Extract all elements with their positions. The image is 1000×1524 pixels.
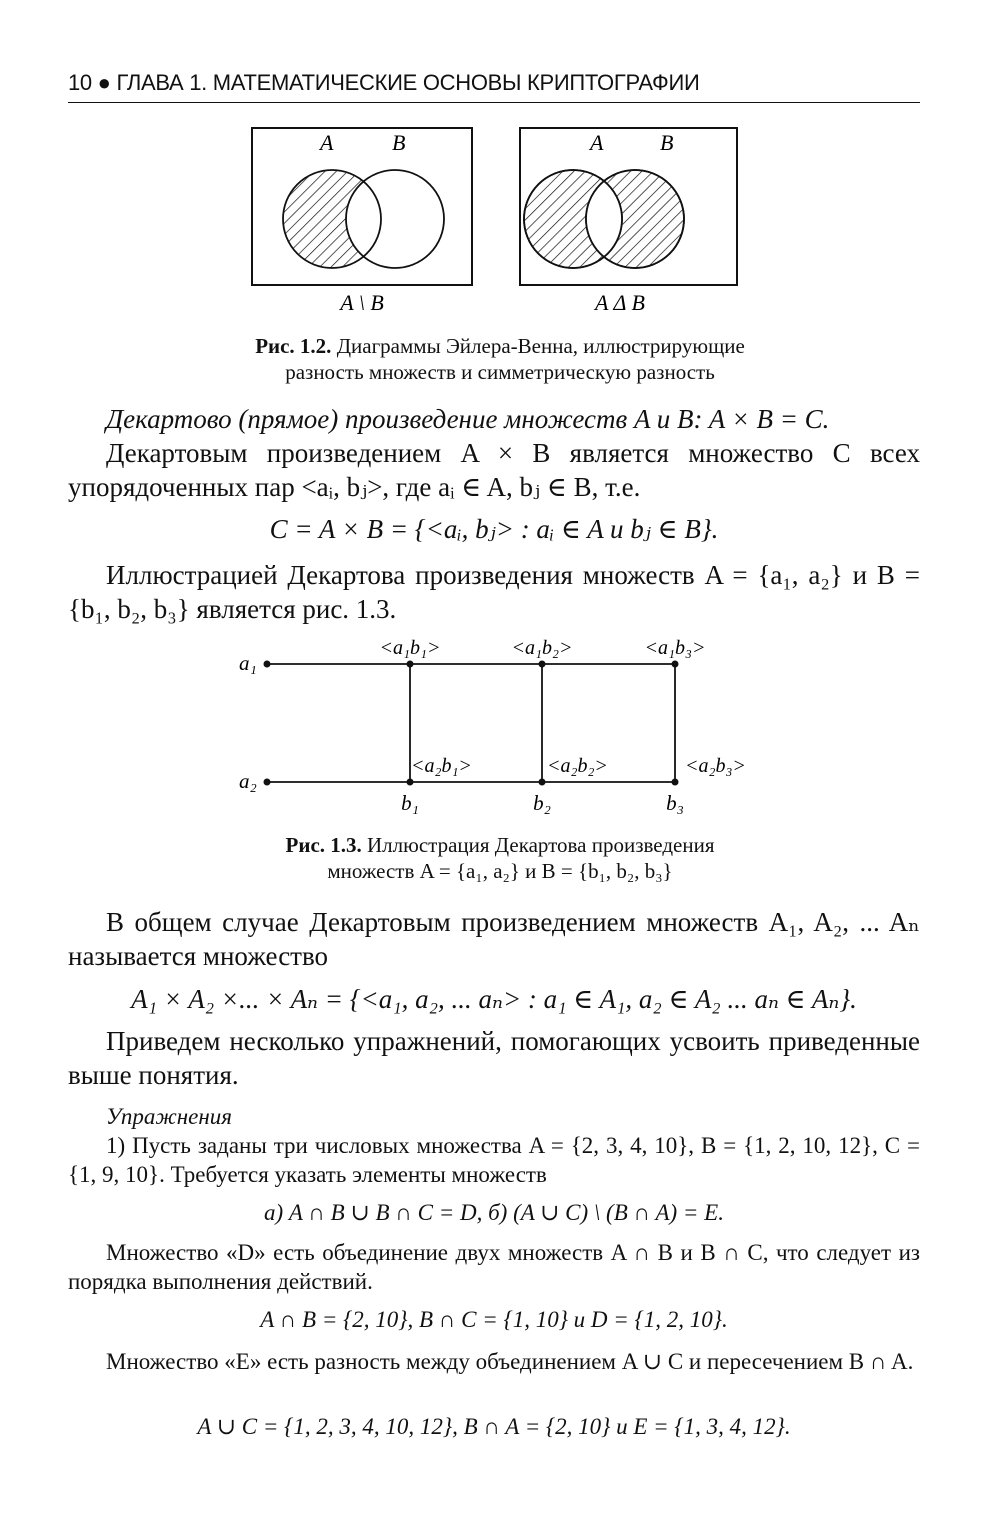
point-a1b3 [672, 661, 679, 668]
col-label-b3: b₃ [666, 791, 684, 815]
formula-general: A₁ × A₂ ×... × Aₙ = {<a₁, a₂, ... aₙ> : a₁ ∈ A₁, a₂ ∈ A₂ ... aₙ ∈ Aₙ}. [131, 984, 857, 1014]
paragraph-cartesian-explain: Декартовым произведением A × B является множество C всех упорядоченных пар <aᵢ, bⱼ>, где aᵢ ∈ A, bⱼ ∈ B, т.е. [68, 438, 920, 502]
formula-cartesian: C = A × B = {<aᵢ, bⱼ> : aᵢ ∈ A и bⱼ ∈ B}. [269, 514, 719, 544]
figure-1-2-caption-line1: Диаграммы Эйлера-Венна, иллюстрирующие [331, 334, 745, 358]
figure-1-2-caption-line2: разность множеств и симметрическую разность [285, 360, 715, 384]
paragraph-illustration: Иллюстрацией Декартова произведения множеств A = {a₁, a₂} и B = {b₁, b₂, b₃} является рис. 1.3. [68, 560, 920, 624]
point-a2b1 [407, 779, 414, 786]
venn-left-label-a: A [320, 130, 334, 155]
paragraph-general-case: В общем случае Декартовым произведением множеств A₁, A₂, ... Aₙ называется множество [68, 907, 920, 971]
venn-left-caption: A \ B [340, 290, 384, 315]
figure-1-3 [225, 630, 775, 820]
figure-1-2 [240, 120, 760, 320]
figure-1-3-caption-line1: Иллюстрация Декартова произведения [361, 833, 715, 857]
figure-1-3-caption [0, 832, 1000, 884]
set-d-explanation: Множество «D» есть объединение двух множеств A ∩ B и B ∩ C, что следует из порядка выполнения действий. [68, 1240, 920, 1294]
point-a1 [264, 661, 271, 668]
paragraph-cartesian-def: Декартово (прямое) произведение множеств A и B: A × B = C. [106, 404, 830, 434]
figure-1-3-number: Рис. 1.3. [285, 833, 362, 857]
point-a2 [264, 779, 271, 786]
point-a1b2 [539, 661, 546, 668]
exercises-title: Упражнения [106, 1104, 232, 1129]
header-rule [68, 102, 920, 103]
point-a2b3 [672, 779, 679, 786]
row-label-a2: a₂ [239, 769, 257, 793]
figure-1-2-caption [0, 333, 1000, 385]
venn-right-caption: A Δ B [595, 290, 645, 315]
paragraph-exercises-intro: Приведем несколько упражнений, помогающих усвоить приведенные выше понятия. [68, 1026, 920, 1090]
figure-1-3-caption-line2: множеств A = {a₁, a₂} и B = {b₁, b₂, b₃} [327, 859, 673, 883]
venn-right-label-b: B [660, 130, 674, 155]
point-a2b2 [539, 779, 546, 786]
row-label-a1: a₁ [239, 651, 257, 675]
exercise-1-formula: а) A ∩ B ∪ B ∩ C = D, б) (A ∪ C) \ (B ∩ A) = E. [264, 1200, 724, 1225]
pair-label-a1b1: <a₁b₁> [379, 637, 441, 659]
running-header: 10 ● ГЛАВА 1. МАТЕМАТИЧЕСКИЕ ОСНОВЫ КРИПТОГРАФИИ [68, 70, 700, 95]
set-d-formula: A ∩ B = {2, 10}, B ∩ C = {1, 10} и D = {1, 2, 10}. [260, 1307, 728, 1332]
exercise-1-text: 1) Пусть заданы три числовых множества A = {2, 3, 4, 10}, B = {1, 2, 10, 12}, C = {1, 9, 10}. Требуется указать элементы множеств [68, 1133, 920, 1187]
set-e-formula: A ∪ C = {1, 2, 3, 4, 10, 12}, B ∩ A = {2, 10} и E = {1, 3, 4, 12}. [197, 1414, 791, 1439]
set-e-explanation: Множество «E» есть разность между объединением A ∪ C и пересечением B ∩ A. [106, 1349, 914, 1374]
pair-label-a2b1: <a₂b₁> [411, 755, 472, 777]
pair-label-a2b2: <a₂b₂> [547, 755, 608, 777]
col-label-b1: b₁ [401, 791, 419, 815]
pair-label-a1b3: <a₁b₃> [644, 637, 706, 659]
figure-1-2-number: Рис. 1.2. [255, 334, 332, 358]
pair-label-a2b3: <a₂b₃> [685, 755, 746, 777]
venn-right-label-a: A [590, 130, 604, 155]
venn-left-label-b: B [392, 130, 406, 155]
point-a1b1 [407, 661, 414, 668]
col-label-b2: b₂ [533, 791, 551, 815]
pair-label-a1b2: <a₁b₂> [511, 637, 573, 659]
venn-left-set-b [346, 170, 444, 268]
